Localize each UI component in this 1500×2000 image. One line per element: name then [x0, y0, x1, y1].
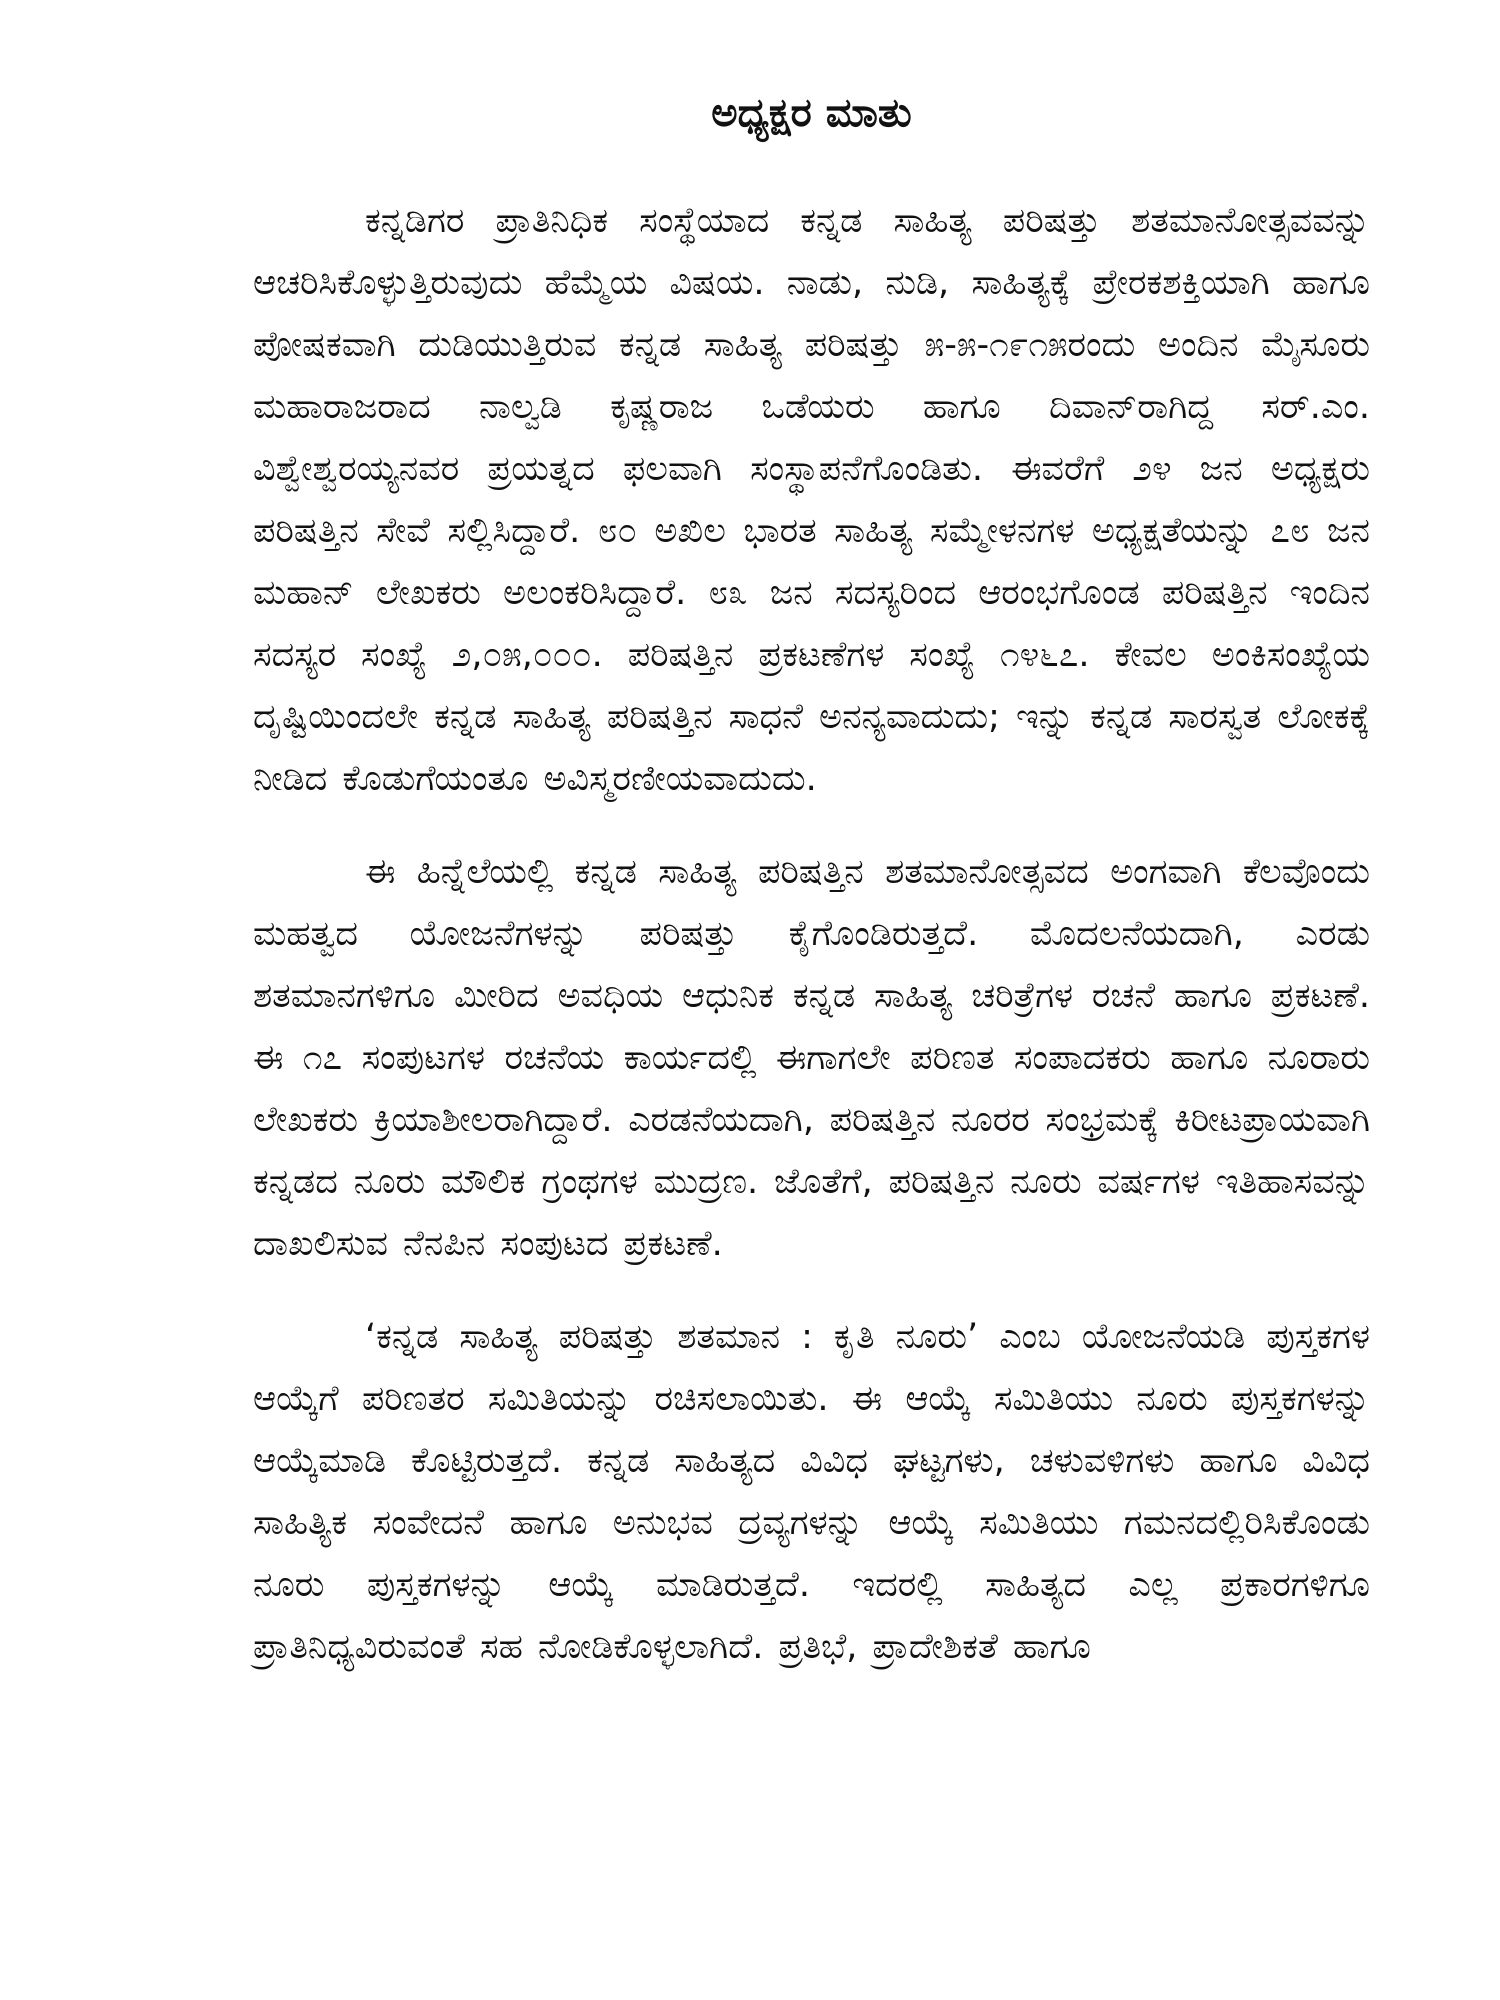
- page-title: ಅಧ್ಯಕ್ಷರ ಮಾತು: [711, 90, 912, 136]
- document-page: [253, 88, 1370, 1968]
- paragraph-1: ಕನ್ನಡಿಗರ ಪ್ರಾತಿನಿಧಿಕ ಸಂಸ್ಥೆಯಾದ ಕನ್ನಡ ಸಾಹಿತ್ಯ ಪರಿಷತ್ತು ಶತಮಾನೋತ್ಸವವನ್ನು ಆಚರಿಸಿಕೊಳ್ಳುತ್ತಿರುವುದು ಹೆಮ್ಮೆಯ ವಿಷಯ. ನಾಡು, ನುಡಿ, ಸಾಹಿತ್ಯಕ್ಕೆ ಪ್ರೇರಕಶಕ್ತಿಯಾಗಿ ಹಾಗೂ ಪೋಷಕವಾಗಿ ದುಡಿಯುತ್ತಿರುವ ಕನ್ನಡ ಸಾಹಿತ್ಯ ಪರಿಷತ್ತು ೫-೫-೧೯೧೫ರಂದು ಅಂದಿನ ಮೈಸೂರು ಮಹಾರಾಜರಾದ ನಾಲ್ವಡಿ ಕೃಷ್ಣರಾಜ ಒಡೆಯರು ಹಾಗೂ ದಿವಾನ್‌ರಾಗಿದ್ದ ಸರ್.ಎಂ. ವಿಶ್ವೇಶ್ವರಯ್ಯನವರ ಪ್ರಯತ್ನದ ಫಲವಾಗಿ ಸಂಸ್ಥಾಪನೆಗೊಂಡಿತು. ಈವರೆಗೆ ೨೪ ಜನ ಅಧ್ಯಕ್ಷರು ಪರಿಷತ್ತಿನ ಸೇವೆ ಸಲ್ಲಿಸಿದ್ದಾರೆ. ೮೦ ಅಖಿಲ ಭಾರತ ಸಾಹಿತ್ಯ ಸಮ್ಮೇಳನಗಳ ಅಧ್ಯಕ್ಷತೆಯನ್ನು ೭೮ ಜನ ಮಹಾನ್ ಲೇಖಕರು ಅಲಂಕರಿಸಿದ್ದಾರೆ. ೮೩ ಜನ ಸದಸ್ಯರಿಂದ ಆರಂಭಗೊಂಡ ಪರಿಷತ್ತಿನ ಇಂದಿನ ಸದಸ್ಯರ ಸಂಖ್ಯೆ ೨,೦೫,೦೦೦. ಪರಿಷತ್ತಿನ ಪ್ರಕಟಣೆಗಳ ಸಂಖ್ಯೆ ೧೪೬೭. ಕೇವಲ ಅಂಕಿಸಂಖ್ಯೆಯ ದೃಷ್ಟಿಯಿಂದಲೇ ಕನ್ನಡ ಸಾಹಿತ್ಯ ಪರಿಷತ್ತಿನ ಸಾಧನೆ ಅನನ್ಯವಾದುದು; ಇನ್ನು ಕನ್ನಡ ಸಾರಸ್ವತ ಲೋಕಕ್ಕೆ ನೀಡಿದ ಕೊಡುಗೆಯಂತೂ ಅವಿಸ್ಮರಣೀಯವಾದುದು.: [253, 201, 1370, 799]
- paragraph-2: ಈ ಹಿನ್ನೆಲೆಯಲ್ಲಿ ಕನ್ನಡ ಸಾಹಿತ್ಯ ಪರಿಷತ್ತಿನ ಶತಮಾನೋತ್ಸವದ ಅಂಗವಾಗಿ ಕೆಲವೊಂದು ಮಹತ್ವದ ಯೋಜನೆಗಳನ್ನು ಪರಿಷತ್ತು ಕೈಗೊಂಡಿರುತ್ತದೆ. ಮೊದಲನೆಯದಾಗಿ, ಎರಡು ಶತಮಾನಗಳಿಗೂ ಮೀರಿದ ಅವಧಿಯ ಆಧುನಿಕ ಕನ್ನಡ ಸಾಹಿತ್ಯ ಚರಿತ್ರೆಗಳ ರಚನೆ ಹಾಗೂ ಪ್ರಕಟಣೆ. ಈ ೧೭ ಸಂಪುಟಗಳ ರಚನೆಯ ಕಾರ್ಯದಲ್ಲಿ ಈಗಾಗಲೇ ಪರಿಣತ ಸಂಪಾದಕರು ಹಾಗೂ ನೂರಾರು ಲೇಖಕರು ಕ್ರಿಯಾಶೀಲರಾಗಿದ್ದಾರೆ. ಎರಡನೆಯದಾಗಿ, ಪರಿಷತ್ತಿನ ನೂರರ ಸಂಭ್ರಮಕ್ಕೆ ಕಿರೀಟಪ್ರಾಯವಾಗಿ ಕನ್ನಡದ ನೂರು ಮೌಲಿಕ ಗ್ರಂಥಗಳ ಮುದ್ರಣ. ಜೊತೆಗೆ, ಪರಿಷತ್ತಿನ ನೂರು ವರ್ಷಗಳ ಇತಿಹಾಸವನ್ನು ದಾಖಲಿಸುವ ನೆನಪಿನ ಸಂಪುಟದ ಪ್ರಕಟಣೆ.: [253, 852, 1370, 1264]
- paragraph-3: ‘ಕನ್ನಡ ಸಾಹಿತ್ಯ ಪರಿಷತ್ತು ಶತಮಾನ : ಕೃತಿ ನೂರು’ ಎಂಬ ಯೋಜನೆಯಡಿ ಪುಸ್ತಕಗಳ ಆಯ್ಕೆಗೆ ಪರಿಣತರ ಸಮಿತಿಯನ್ನು ರಚಿಸಲಾಯಿತು. ಈ ಆಯ್ಕೆ ಸಮಿತಿಯು ನೂರು ಪುಸ್ತಕಗಳನ್ನು ಆಯ್ಕೆಮಾಡಿ ಕೊಟ್ಟಿರುತ್ತದೆ. ಕನ್ನಡ ಸಾಹಿತ್ಯದ ವಿವಿಧ ಘಟ್ಟಗಳು, ಚಳುವಳಿಗಳು ಹಾಗೂ ವಿವಿಧ ಸಾಹಿತ್ಯಿಕ ಸಂವೇದನೆ ಹಾಗೂ ಅನುಭವ ದ್ರವ್ಯಗಳನ್ನು ಆಯ್ಕೆ ಸಮಿತಿಯು ಗಮನದಲ್ಲಿರಿಸಿಕೊಂಡು ನೂರು ಪುಸ್ತಕಗಳನ್ನು ಆಯ್ಕೆ ಮಾಡಿರುತ್ತದೆ. ಇದರಲ್ಲಿ ಸಾಹಿತ್ಯದ ಎಲ್ಲ ಪ್ರಕಾರಗಳಿಗೂ ಪ್ರಾತಿನಿಧ್ಯವಿರುವಂತೆ ಸಹ ನೋಡಿಕೊಳ್ಳಲಾಗಿದೆ. ಪ್ರತಿಭೆ, ಪ್ರಾದೇಶಿಕತೆ ಹಾಗೂ: [253, 1317, 1370, 1667]
